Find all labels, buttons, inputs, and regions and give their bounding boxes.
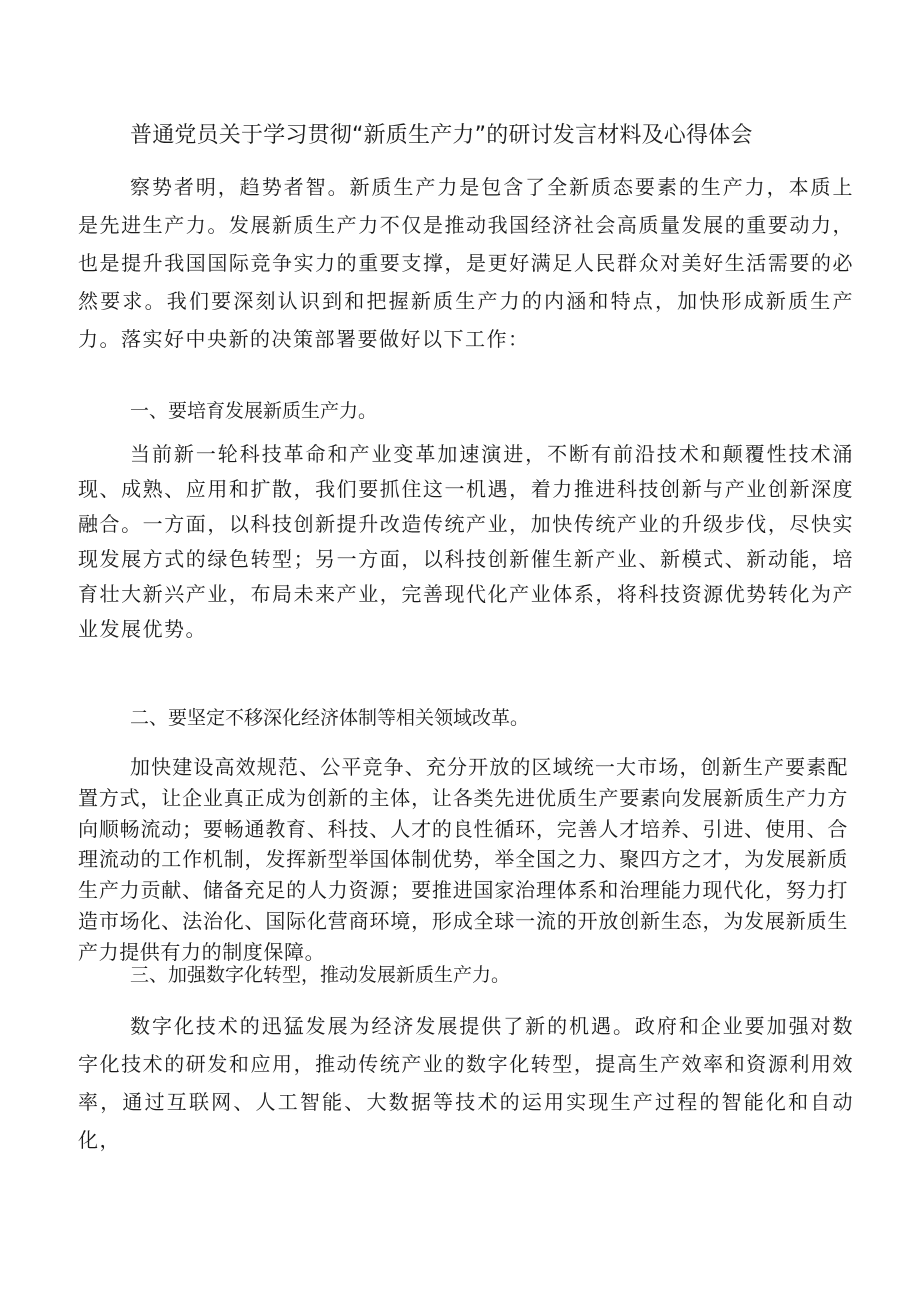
section-2-body: 加快建设高效规范、公平竞争、充分开放的区域统一大市场，创新生产要素配置方式，让企业真正成为创新的主体，让各类先进优质生产要素向发展新质生产力方向顺畅流动；要畅通教育、科技、人才的良性循环，完善人才培养、引进、使用、合理流动的工作机制，发挥新型举国体制优势，举全国之力、聚四方之才，为发展新质生产力贡献、储备充足的人力资源；要推进国家治理体系和治理能力现代化，努力打造市场化、法治化、国际化营商环境，形成全球一流的开放创新生态，为发展新质生产力提供有力的制度保障。 [78,755,848,964]
intro-paragraph: 察势者明，趋势者智。新质生产力是包含了全新质态要素的生产力，本质上是先进生产力。发展新质生产力不仅是推动我国经济社会高质量发展的重要动力，也是提升我国国际竞争实力的重要支撑，是更好满足人民群众对美好生活需要的必然要求。我们要深刻认识到和把握新质生产力的内涵和特点，加快形成新质生产力。落实好中央新的决策部署要做好以下工作： [78,175,854,351]
section-3-heading: 三、加强数字化转型，推动发展新质生产力。 [130,964,511,986]
section-2-heading: 二、要坚定不移深化经济体制等相关领域改革。 [130,707,530,729]
document-title: 普通党员关于学习贯彻“新质生产力”的研讨发言材料及心得体会 [130,123,753,148]
section-1-heading: 一、要培育发展新质生产力。 [130,400,378,422]
section-1-body: 当前新一轮科技革命和产业变革加速演进，不断有前沿技术和颠覆性技术涌现、成熟、应用和扩散，我们要抓住这一机遇，着力推进科技创新与产业创新深度融合。一方面，以科技创新提升改造传统产业，加快传统产业的升级步伐，尽快实现发展方式的绿色转型；另一方面，以科技创新催生新产业、新模式、新动能，培育壮大新兴产业，布局未来产业，完善现代化产业体系，将科技资源优势转化为产业发展优势。 [78,442,854,641]
section-3-body: 数字化技术的迅猛发展为经济发展提供了新的机遇。政府和企业要加强对数字化技术的研发和应用，推动传统产业的数字化转型，提高生产效率和资源利用效率，通过互联网、人工智能、大数据等技术的运用实现生产过程的智能化和自动化， [78,1014,854,1152]
